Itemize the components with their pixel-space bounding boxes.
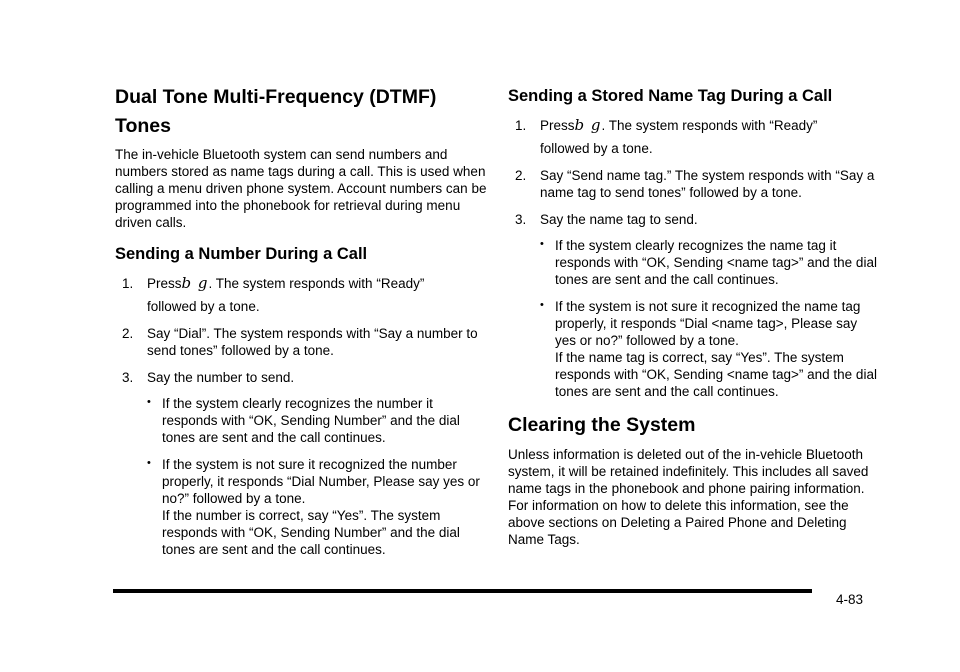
step-item: 3. Say the number to send. • If the system clearly recognizes the number it responds with “OK, Sending Number” and the dial tones are sent and the call continues. • If the system is not sure it recognized the number properly, it responds “Dial Number, Please say yes or no?” followed by a tone. If the number is correct, say “Yes”. The system responds with “OK, Sending Number” and the dial tones are sent and the call continues. [115,369,487,558]
step-item: 1. Pressb g. The system responds with “Ready” followed by a tone. [122,274,425,314]
step-item: 1. Pressb g. The system responds with “Ready” followed by a tone. [515,116,818,156]
send-tag-steps [508,117,880,400]
list-item: • If the system clearly recognizes the name tag it responds with “OK, Sending <name tag>” and the dial tones are sent and the call continues. [540,238,877,287]
page-number: 4-83 [836,592,864,607]
dtmf-paragraph: The in-vehicle Bluetooth system can send numbers and numbers stored as name tags during a call. This is used when calling a menu driven phone system. Account numbers can be programmed into the phonebook for retrieval during menu driven calls. [115,147,487,230]
step-item: 2. Say “Send name tag.” The system responds with “Say a name tag to send tones” followed by a tone. [515,168,875,200]
step-item: 2. Say “Dial”. The system responds with “Say a number to send tones” followed by a tone. [122,326,478,358]
left-column [115,86,487,558]
bullet-list [139,395,487,558]
send-number-heading: Sending a Number During a Call [115,245,368,263]
list-item: • If the system is not sure it recognized the number properly, it responds “Dial Number, Please say yes or no?” followed by a tone. If the number is correct, say “Yes”. The system responds with “OK, Sending Number” and the dial tones are sent and the call continues. [147,457,480,557]
send-number-steps [115,275,487,558]
list-item: • If the system clearly recognizes the number it responds with “OK, Sending Number” and the dial tones are sent and the call continues. [147,396,460,445]
send-tag-heading: Sending a Stored Name Tag During a Call [508,87,833,105]
footer-rule [113,589,812,593]
clearing-paragraph: Unless information is deleted out of the in-vehicle Bluetooth system, it will be retained indefinitely. This includes all saved name tags in the phonebook and phone pairing information. For information on how to delete this information, see the above sections on Deleting a Paired Phone and Deleting Name Tags. [508,447,869,547]
phone-button-icon: b g [574,116,602,134]
clearing-heading: Clearing the System [508,414,696,436]
list-item: • If the system is not sure it recognized the name tag properly, it responds “Dial <name tag>, Please say yes or no?” followed by a tone. If the name tag is correct, say “Yes”. The system responds with “OK, Sending <name tag>” and the dial tones are sent and the call continues. [540,299,877,399]
phone-button-icon: b g [181,274,209,292]
bullet-list [532,237,880,400]
step-item: 3. Say the name tag to send. • If the system clearly recognizes the name tag it responds with “OK, Sending <name tag>” and the dial tones are sent and the call continues. • If the system is not sure it recognized the name tag properly, it responds “Dial <name tag>, Please say yes or no?” followed by a tone. If the name tag is correct, say “Yes”. The system responds with “OK, Sending <name tag>” and the dial tones are sent and the call continues. [508,211,880,400]
dtmf-heading: Dual Tone Multi-Frequency (DTMF) Tones [115,86,437,137]
right-column [508,86,880,548]
